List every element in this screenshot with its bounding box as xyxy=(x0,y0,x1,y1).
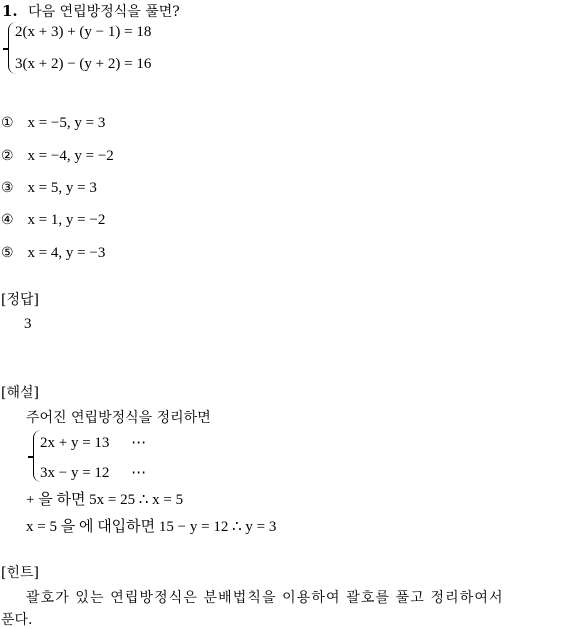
dots: ⋯ xyxy=(131,465,150,481)
dots: ⋯ xyxy=(131,435,150,451)
question-prompt: 다음 연립방정식을 풀면? xyxy=(28,4,180,20)
choice-text: x = −4, y = −2 xyxy=(27,148,114,164)
choice-text: x = −5, y = 3 xyxy=(27,115,106,131)
question-equation-2: 3(x + 2) − (y + 2) = 16 xyxy=(15,56,152,72)
question-equation-1: 2(x + 3) + (y − 1) = 18 xyxy=(15,24,152,40)
choice-text: x = 1, y = −2 xyxy=(27,212,106,228)
question-header xyxy=(2,1,180,21)
answer-value: 3 xyxy=(24,316,32,332)
choice-1[interactable] xyxy=(1,115,105,132)
hint-line-1: 괄호가 있는 연립방정식은 분배법칙을 이용하여 괄호를 풀고 정리하여서 xyxy=(26,590,504,606)
explanation-equation-2 xyxy=(40,463,149,482)
choice-number: ① xyxy=(1,115,14,131)
explanation-intro: 주어진 연립방정식을 정리하면 xyxy=(26,410,211,426)
choice-text: x = 5, y = 3 xyxy=(27,180,97,196)
choice-number: ③ xyxy=(1,180,14,196)
hint-line-2: 푼다. xyxy=(1,612,33,628)
choice-number: ⑤ xyxy=(1,245,14,261)
choice-5[interactable] xyxy=(1,245,105,262)
explanation-equation-2-text: 3x − y = 12 xyxy=(40,465,110,481)
question-number: 1. xyxy=(2,2,18,20)
choice-2[interactable] xyxy=(1,148,114,165)
explanation-header: [해설] xyxy=(1,385,39,401)
answer-header: [정답] xyxy=(1,292,39,308)
explanation-step-2: x = 5 을 에 대입하면 15 − y = 12 ∴ y = 3 xyxy=(26,519,277,535)
choice-4[interactable] xyxy=(1,212,105,229)
hint-header: [힌트] xyxy=(1,565,39,581)
choice-3[interactable] xyxy=(1,180,97,197)
explanation-step-1: + 을 하면 5x = 25 ∴ x = 5 xyxy=(26,492,184,508)
choice-text: x = 4, y = −3 xyxy=(27,245,106,261)
choice-number: ④ xyxy=(1,212,14,228)
choice-number: ② xyxy=(1,148,14,164)
explanation-equation-1 xyxy=(40,433,149,452)
explanation-equation-1-text: 2x + y = 13 xyxy=(40,435,110,451)
